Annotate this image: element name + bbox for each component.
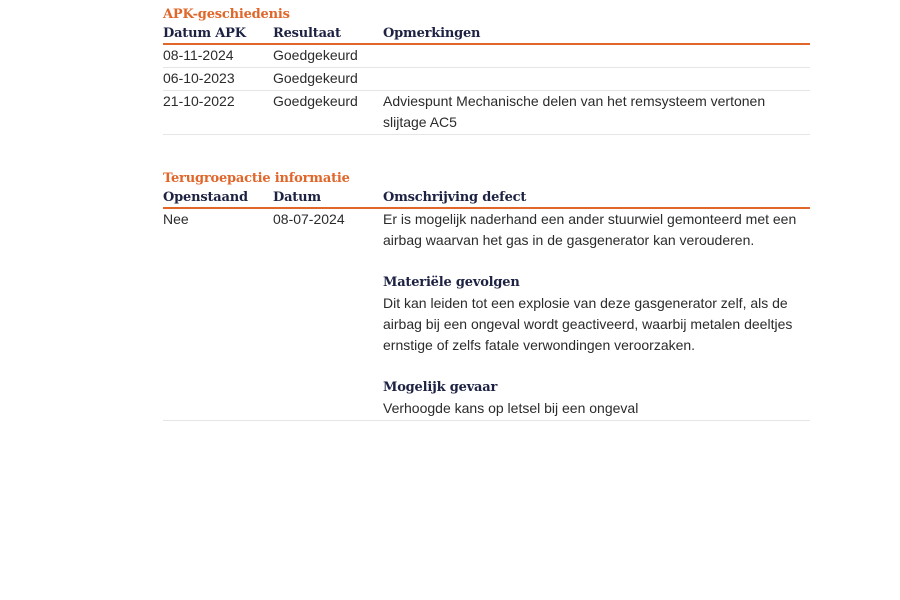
apk-date: 21-10-2022 <box>163 93 235 109</box>
apk-history-section <box>163 6 810 135</box>
table-row <box>163 209 810 421</box>
apk-history-title: APK-geschiedenis <box>163 7 290 22</box>
recall-header-description: Omschrijving defect <box>383 190 527 205</box>
recall-table-header <box>163 188 810 209</box>
table-row <box>163 45 810 68</box>
table-row <box>163 68 810 91</box>
apk-result: Goedgekeurd <box>273 70 358 86</box>
apk-header-remarks: Opmerkingen <box>383 26 481 41</box>
danger-heading: Mogelijk gevaar <box>383 380 498 395</box>
consequences-text: Dit kan leiden tot een explosie van deze gasgenerator zelf, als de airbag bij een ongeval wordt geactiveerd, waarbij metalen deeltjes ernstige of zelfs fatale verwondingen veroorzaken. <box>383 295 793 353</box>
recall-header-date: Datum <box>273 190 321 205</box>
recall-info-section <box>163 170 810 421</box>
apk-remark <box>383 45 810 66</box>
recall-open: Nee <box>163 211 189 227</box>
apk-result: Goedgekeurd <box>273 47 358 63</box>
recall-header-open: Openstaand <box>163 190 248 205</box>
recall-description-block <box>383 209 810 419</box>
danger-text: Verhoogde kans op letsel bij een ongeval <box>383 400 639 416</box>
apk-date: 08-11-2024 <box>163 47 234 63</box>
consequences-heading: Materiële gevolgen <box>383 275 520 290</box>
apk-header-result: Resultaat <box>273 26 341 41</box>
apk-header-date: Datum APK <box>163 26 246 41</box>
apk-remark <box>383 68 810 89</box>
apk-result: Goedgekeurd <box>273 93 358 109</box>
apk-remark: Adviespunt Mechanische delen van het remsysteem vertonen slijtage AC5 <box>383 93 766 130</box>
apk-table-header <box>163 24 810 45</box>
recall-description: Er is mogelijk naderhand een ander stuurwiel gemonteerd met een airbag waarvan het gas in de gasgenerator kan verouderen. <box>383 211 797 248</box>
table-row <box>163 91 810 135</box>
apk-date: 06-10-2023 <box>163 70 235 86</box>
recall-date: 08-07-2024 <box>273 211 345 227</box>
recall-info-title: Terugroepactie informatie <box>163 171 350 186</box>
